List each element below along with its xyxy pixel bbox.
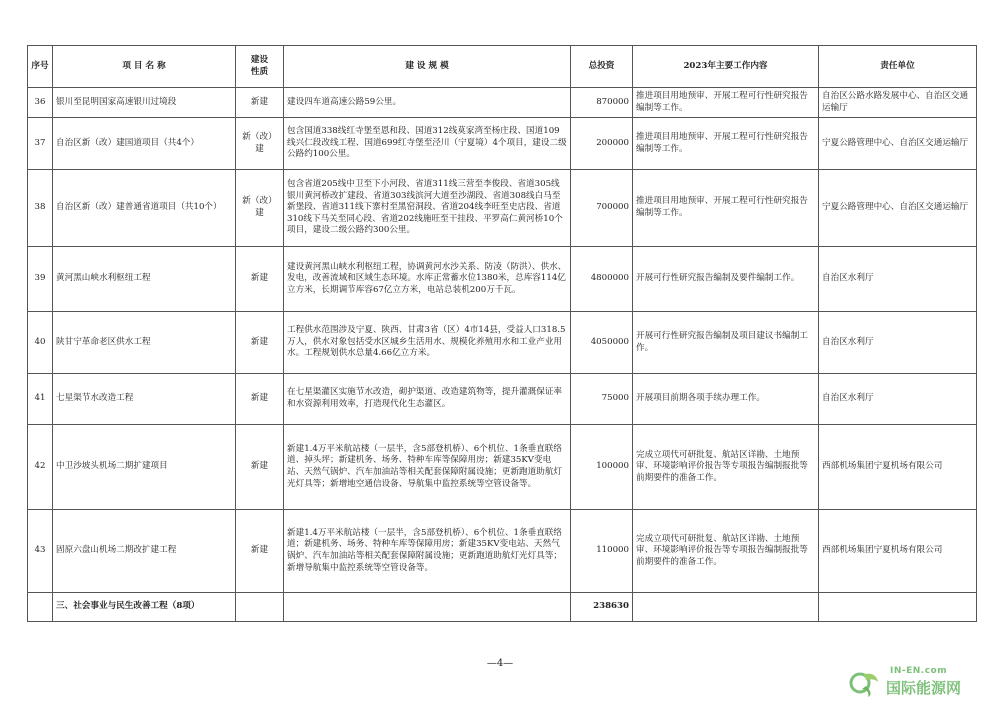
- row-name: 中卫沙坡头机场二期扩建项目: [53, 425, 236, 510]
- table-row: [28, 247, 977, 312]
- watermark: [842, 664, 992, 700]
- row-scale: 包含国道338线红寺堡至恩和段、国道312线莫家湾至杨庄段、国道109线兴仁段改线工程、国道699红寺堡至泾川（宁夏境）4个项目，建设二级公路约100公里。: [284, 118, 571, 170]
- row-type: 新（改）建: [236, 118, 284, 170]
- row-invest: 870000: [571, 88, 633, 118]
- row-unit: 宁夏公路管理中心、自治区交通运输厅: [819, 170, 977, 247]
- row-name: 固原六盘山机场二期改扩建工程: [53, 510, 236, 593]
- summary-scale-cell: [284, 593, 571, 622]
- row-invest: 110000: [571, 510, 633, 593]
- summary-type-cell: [236, 593, 284, 622]
- row-type: 新建: [236, 88, 284, 118]
- row-invest: 4800000: [571, 247, 633, 312]
- summary-work-cell: [633, 593, 819, 622]
- row-unit: 自治区水利厅: [819, 247, 977, 312]
- row-unit: 自治区公路水路发展中心、自治区交通运输厅: [819, 88, 977, 118]
- row-unit: 自治区水利厅: [819, 312, 977, 374]
- page-number: —4—: [486, 658, 514, 669]
- row-work: 开展可行性研究报告编制及要件编制工作。: [633, 247, 819, 312]
- row-unit: 自治区水利厅: [819, 374, 977, 425]
- row-name: 七星渠节水改造工程: [53, 374, 236, 425]
- row-invest: 100000: [571, 425, 633, 510]
- row-no: 39: [28, 247, 53, 312]
- table-row: [28, 88, 977, 118]
- row-name: 银川至昆明国家高速银川过境段: [53, 88, 236, 118]
- row-type: 新（改）建: [236, 170, 284, 247]
- table-row: [28, 312, 977, 374]
- row-work: 完成立项代可研批复、航站区详勘、土地预审、环境影响评价报告等专项报告编制报批等前期要件的准备工作。: [633, 425, 819, 510]
- summary-invest: 238630: [571, 593, 633, 622]
- row-unit: 西部机场集团宁夏机场有限公司: [819, 510, 977, 593]
- watermark-url: IN-EN.com: [890, 666, 948, 676]
- table-row: [28, 510, 977, 593]
- row-name: 自治区新（改）建普通省道项目（共10个）: [53, 170, 236, 247]
- row-work: 开展可行性研究报告编制及项目建议书编制工作。: [633, 312, 819, 374]
- row-type: 新建: [236, 247, 284, 312]
- row-scale: 工程供水范围涉及宁夏、陕西、甘肃3省（区）4市14县，受益人口318.5万人，供水对象包括受水区城乡生活用水、规模化养殖用水和工业产业用水。工程规划供水总量4.66亿立方米。: [284, 312, 571, 374]
- row-no: 43: [28, 510, 53, 593]
- table-row: [28, 374, 977, 425]
- row-no: 41: [28, 374, 53, 425]
- row-work: 开展项目前期各项手续办理工作。: [633, 374, 819, 425]
- header-name: 项 目 名 称: [53, 46, 236, 88]
- row-name: 黄河黑山峡水利枢纽工程: [53, 247, 236, 312]
- row-name: 陕甘宁革命老区供水工程: [53, 312, 236, 374]
- row-no: 37: [28, 118, 53, 170]
- table-row: [28, 118, 977, 170]
- table-row: [28, 425, 977, 510]
- row-type: 新建: [236, 374, 284, 425]
- row-unit: 宁夏公路管理中心、自治区交通运输厅: [819, 118, 977, 170]
- header-work: 2023年主要工作内容: [633, 46, 819, 88]
- row-invest: 700000: [571, 170, 633, 247]
- row-scale: 在七星渠灌区实施节水改造，砌护渠道、改造建筑物等，提升灌溉保证率和水资源利用效率，打造现代化生态灌区。: [284, 374, 571, 425]
- header-scale: 建 设 规 模: [284, 46, 571, 88]
- header-invest: 总投资: [571, 46, 633, 88]
- watermark-name: 国际能源网: [886, 679, 962, 697]
- table-header-row: [28, 46, 977, 88]
- globe-logo-icon: [848, 668, 880, 698]
- project-table: [27, 45, 977, 622]
- row-work: 完成立项代可研批复、航站区详勘、土地预审、环境影响评价报告等专项报告编制报批等前期要件的准备工作。: [633, 510, 819, 593]
- row-no: 38: [28, 170, 53, 247]
- row-scale: 新建1.4万平米航站楼（一层半，含5部登机桥）、6个机位、1条垂直联络道；新建机务、场务、特种车库等保障用房；新建35KV变电站、天然气锅炉、汽车加油站等相关配套保障附属设施；更新跑道助航灯光灯具等；新增导航集中监控系统等空管设备等。: [284, 510, 571, 593]
- row-unit: 西部机场集团宁夏机场有限公司: [819, 425, 977, 510]
- row-work: 推进项目用地预审、开展工程可行性研究报告编制等工作。: [633, 118, 819, 170]
- summary-label: 三、社会事业与民生改善工程（8项）: [53, 593, 236, 622]
- row-work: 推进项目用地预审、开展工程可行性研究报告编制等工作。: [633, 170, 819, 247]
- summary-row: [28, 593, 977, 622]
- summary-no-cell: [28, 593, 53, 622]
- row-scale: 包含省道205线中卫至下小河段、省道311线三营至李俊段、省道305线银川黄河桥改扩建段、省道303线滨河大道至沙湖段、省道308线白马至新堡段、省道311线下寨村至黑窑洞段、省道204线李旺至史店段、省道310线下马关至同心段、省道202线施旺至干挂段、平罗高仁黄河桥10个项目，建设二级公路约300公里。: [284, 170, 571, 247]
- row-no: 36: [28, 88, 53, 118]
- row-no: 40: [28, 312, 53, 374]
- header-no: 序号: [28, 46, 53, 88]
- row-work: 推进项目用地预审、开展工程可行性研究报告编制等工作。: [633, 88, 819, 118]
- row-scale: 新建1.4万平米航站楼（一层半，含5部登机桥）、6个机位、1条垂直联络道、掉头坪；新建机务、场务、特种车库等保障用房；新建35KV变电站、天然气锅炉、汽车加油站等相关配套保障附属设施；更新跑道助航灯光灯具等；新增地空通信设备、导航集中监控系统等空管设备等。: [284, 425, 571, 510]
- summary-unit-cell: [819, 593, 977, 622]
- header-type: 建设 性质: [236, 46, 284, 88]
- row-scale: 建设黄河黑山峡水利枢纽工程，协调黄河水沙关系、防凌（防洪）、供水、发电，改善流域和区域生态环境。水库正常蓄水位1380米，总库容114亿立方米，长期调节库容67亿立方米，电站总装机200万千瓦。: [284, 247, 571, 312]
- row-type: 新建: [236, 312, 284, 374]
- row-invest: 200000: [571, 118, 633, 170]
- table-row: [28, 170, 977, 247]
- row-type: 新建: [236, 510, 284, 593]
- row-scale: 建设四车道高速公路59公里。: [284, 88, 571, 118]
- row-no: 42: [28, 425, 53, 510]
- row-invest: 75000: [571, 374, 633, 425]
- header-unit: 责任单位: [819, 46, 977, 88]
- row-invest: 4050000: [571, 312, 633, 374]
- row-type: 新建: [236, 425, 284, 510]
- row-name: 自治区新（改）建国道项目（共4个）: [53, 118, 236, 170]
